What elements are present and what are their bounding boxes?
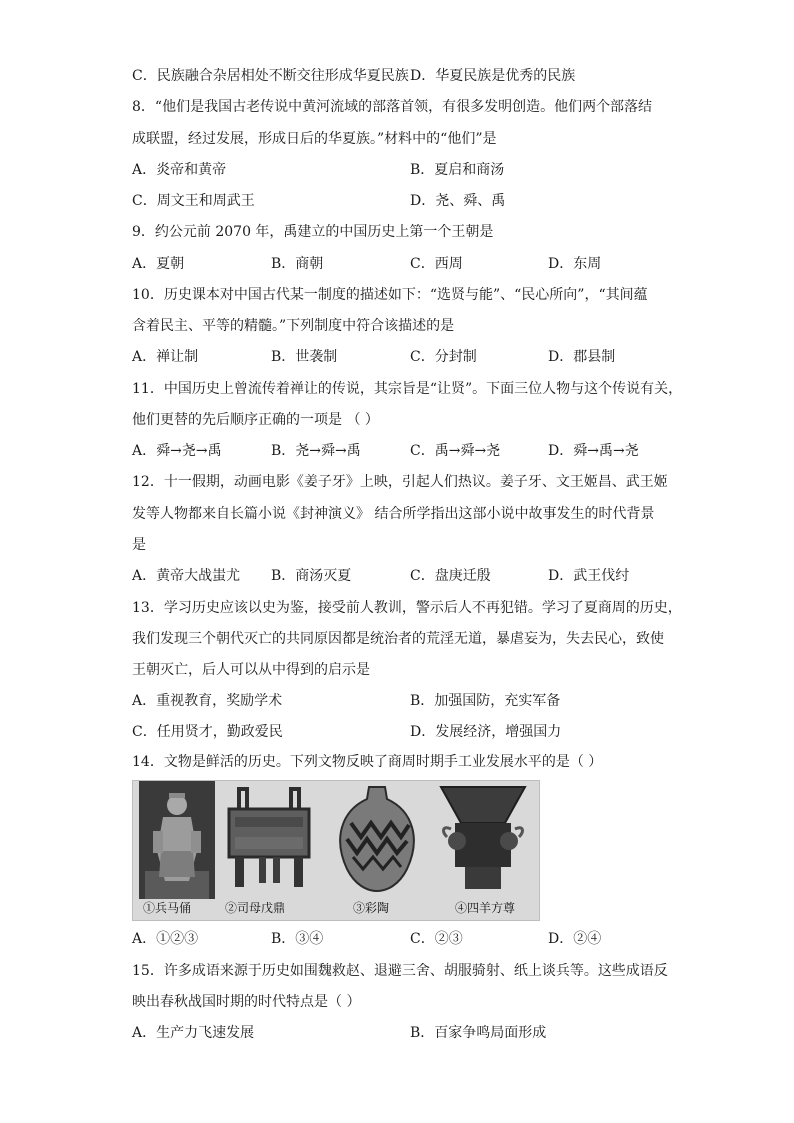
q12-option-a: A．黄帝大战蚩尤 [132, 568, 241, 584]
q10-option-d: D．郡县制 [548, 349, 616, 365]
q13-stem-line1: 13．学习历史应该以史为鉴，接受前人教训，警示后人不再犯错。学习了夏商周的历史， [132, 600, 682, 616]
q8-option-b: B．夏启和商汤 [410, 162, 505, 178]
caption-zun: ④四羊方尊 [455, 901, 516, 915]
q8-stem-line1: 8．“他们是我国古老传说中黄河流域的部落首领，有很多发明创造。他们两个部落结 [132, 99, 653, 115]
q7-option-d: D．华夏民族是优秀的民族 [410, 68, 576, 84]
q14-option-c: C．②③ [410, 931, 463, 947]
q12-option-b: B．商汤灭夏 [271, 568, 352, 584]
q10-option-b: B．世袭制 [271, 349, 338, 365]
q14-option-a: A．①②③ [132, 931, 199, 947]
q15-option-a: A．生产力飞速发展 [132, 1025, 255, 1041]
q7-option-c: C．民族融合杂居相处不断交往形成华夏民族 [132, 68, 409, 84]
caption-ding: ②司母戊鼎 [225, 901, 286, 915]
q9-option-d: D．东周 [548, 256, 602, 272]
q13-option-a: A．重视教育，奖励学术 [132, 693, 283, 709]
q11-stem-line2: 他们更替的先后顺序正确的一项是 （ ） [132, 412, 379, 428]
q14-stem-line1: 14．文物是鲜活的历史。下列文物反映了商周时期手工业发展水平的是（ ） [132, 754, 603, 770]
q9-option-b: B．商朝 [271, 256, 324, 272]
q10-stem-line2: 含着民主、平等的精髓。”下列制度中符合该描述的是 [132, 318, 455, 334]
q12-stem-line2: 发等人物都来自长篇小说《封神演义》 结合所学指出这部小说中故事发生的时代背景 [132, 506, 655, 522]
q14-option-b: B．③④ [271, 931, 324, 947]
q12-option-d: D．武王伐纣 [548, 568, 630, 584]
q9-stem-line1: 9．约公元前 2070 年，禹建立的中国历史上第一个王朝是 [132, 224, 494, 240]
q13-option-c: C．任用贤才，勤政爱民 [132, 724, 283, 740]
q8-option-d: D．尧、舜、禹 [410, 193, 506, 209]
q13-option-d: D．发展经济，增强国力 [410, 724, 562, 740]
q11-option-d: D．舜→禹→尧 [548, 443, 639, 459]
q13-stem-line2: 我们发现三个朝代灭亡的共同原因都是统治者的荒淫无道，暴虐妄为，失去民心，致使 [132, 631, 664, 647]
q10-stem-line1: 10．历史课本对中国古代某一制度的描述如下：“选贤与能”、“民心所向”，“其间蕴 [132, 287, 648, 303]
caption-terracotta: ①兵马俑 [143, 901, 192, 915]
q12-stem-line1: 12．十一假期，动画电影《姜子牙》上映，引起人们热议。姜子牙、文王姬昌、武王姬 [132, 474, 668, 490]
q15-stem-line1: 15．许多成语来源于历史如围魏救赵、退避三舍、胡服骑射、纸上谈兵等。这些成语反 [132, 963, 668, 979]
q11-stem-line1: 11．中国历史上曾流传着禅让的传说，其宗旨是“让贤”。下面三位人物与这个传说有关， [132, 381, 683, 397]
q12-stem-line3: 是 [132, 537, 146, 553]
q8-option-a: A．炎帝和黄帝 [132, 162, 227, 178]
q13-option-b: B．加强国防，充实军备 [410, 693, 561, 709]
q10-option-c: C．分封制 [410, 349, 477, 365]
q11-option-a: A．舜→尧→禹 [132, 443, 222, 459]
q15-stem-line2: 映出春秋战国时期的时代特点是（ ） [132, 994, 361, 1010]
q15-option-b: B．百家争鸣局面形成 [410, 1025, 547, 1041]
q13-stem-line3: 王朝灭亡，后人可以从中得到的启示是 [132, 662, 370, 678]
caption-pottery: ③彩陶 [353, 901, 390, 915]
q8-option-c: C．周文王和周武王 [132, 193, 255, 209]
q8-stem-line2: 成联盟，经过发展，形成日后的华夏族。”材料中的“他们”是 [132, 131, 497, 147]
q11-option-b: B．尧→舜→禹 [271, 443, 361, 459]
q12-option-c: C．盘庚迁殷 [410, 568, 491, 584]
q9-option-a: A．夏朝 [132, 256, 185, 272]
q10-option-a: A．禅让制 [132, 349, 199, 365]
artifacts-figure [132, 780, 540, 921]
q14-option-d: D．②④ [548, 931, 602, 947]
q9-option-c: C．西周 [410, 256, 463, 272]
q11-option-c: C．禹→舜→尧 [410, 443, 501, 459]
